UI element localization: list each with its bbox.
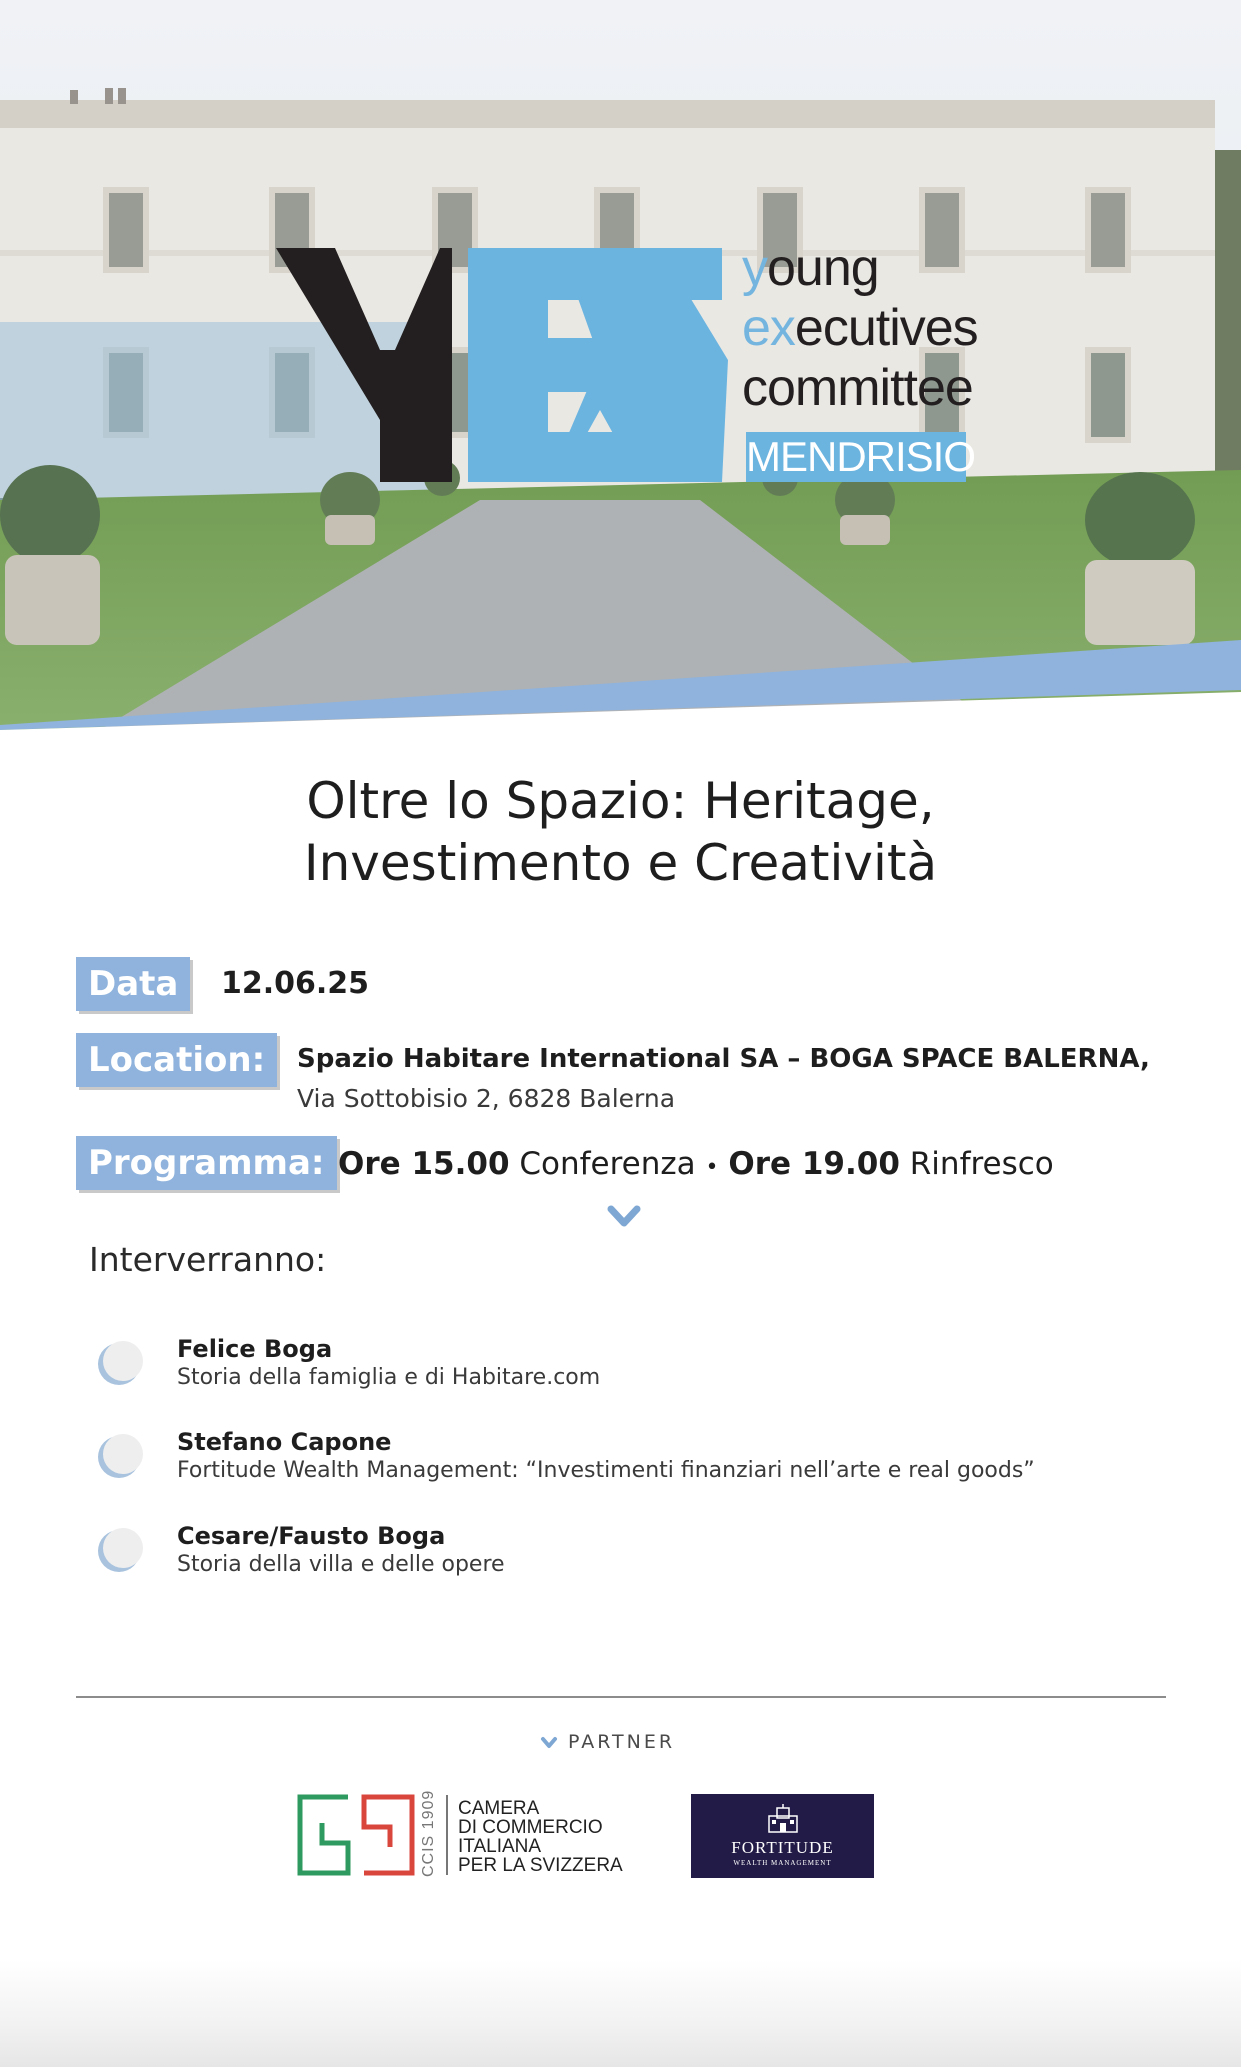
speaker-topic: Fortitude Wealth Management: “Investimenti finanziari nell’arte e real goods”: [177, 1458, 1035, 1483]
data-label: Data: [76, 957, 190, 1011]
fortitude-logo: [691, 1794, 874, 1878]
castle-icon: [766, 1804, 800, 1834]
chevron-down-icon: [607, 1205, 641, 1229]
location-address: Via Sottobisio 2, 6828 Balerna: [297, 1084, 676, 1113]
event-title: [0, 770, 1241, 894]
fortitude-name: FORTITUDE: [731, 1838, 834, 1857]
speakers-heading: Interverranno:: [89, 1240, 327, 1279]
ccis-logo: [296, 1789, 626, 1877]
data-value: 12.06.25: [221, 966, 370, 1001]
programma-schedule: [338, 1146, 1054, 1182]
title-line-1: Oltre lo Spazio: Heritage,: [306, 772, 935, 830]
villa-photo: [0, 0, 1241, 730]
divider: [76, 1696, 1166, 1698]
separator-dot: •: [705, 1155, 719, 1180]
speaker-name: Felice Boga: [177, 1335, 333, 1363]
ccis-name: CAMERA DI COMMERCIO ITALIANA PER LA SVIZZERA: [458, 1798, 623, 1876]
bullet-circle-icon: [95, 1337, 145, 1387]
speaker-topic: Storia della villa e delle opere: [177, 1552, 505, 1577]
fortitude-subtitle: WEALTH MANAGEMENT: [733, 1859, 832, 1867]
time-1: Ore 15.00: [338, 1146, 510, 1182]
ccis-year: CCIS 1909: [420, 1789, 437, 1877]
chevron-down-icon: [540, 1736, 558, 1750]
time-2: Ore 19.00: [728, 1146, 900, 1182]
ccis-mark-icon: [296, 1793, 421, 1877]
speaker-name: Cesare/Fausto Boga: [177, 1522, 446, 1550]
footer-fade: [0, 1960, 1241, 2067]
location-name: Spazio Habitare International SA – BOGA SPACE BALERNA,: [297, 1044, 1150, 1074]
programma-label: Programma:: [76, 1136, 337, 1190]
bullet-circle-icon: [95, 1524, 145, 1574]
location-label: Location:: [76, 1033, 277, 1087]
logo-badge: MENDRISIO: [746, 433, 976, 480]
hero-banner: [0, 0, 1241, 730]
title-line-2: Investimento e Creatività: [303, 834, 938, 892]
partner-label: PARTNER: [568, 1731, 676, 1753]
bullet-circle-icon: [95, 1430, 145, 1480]
activity-1: Conferenza: [519, 1146, 696, 1182]
speaker-topic: Storia della famiglia e di Habitare.com: [177, 1365, 601, 1390]
logo-wordmark: young executives committee: [742, 239, 978, 417]
activity-2: Rinfresco: [909, 1146, 1054, 1182]
speaker-name: Stefano Capone: [177, 1428, 392, 1456]
